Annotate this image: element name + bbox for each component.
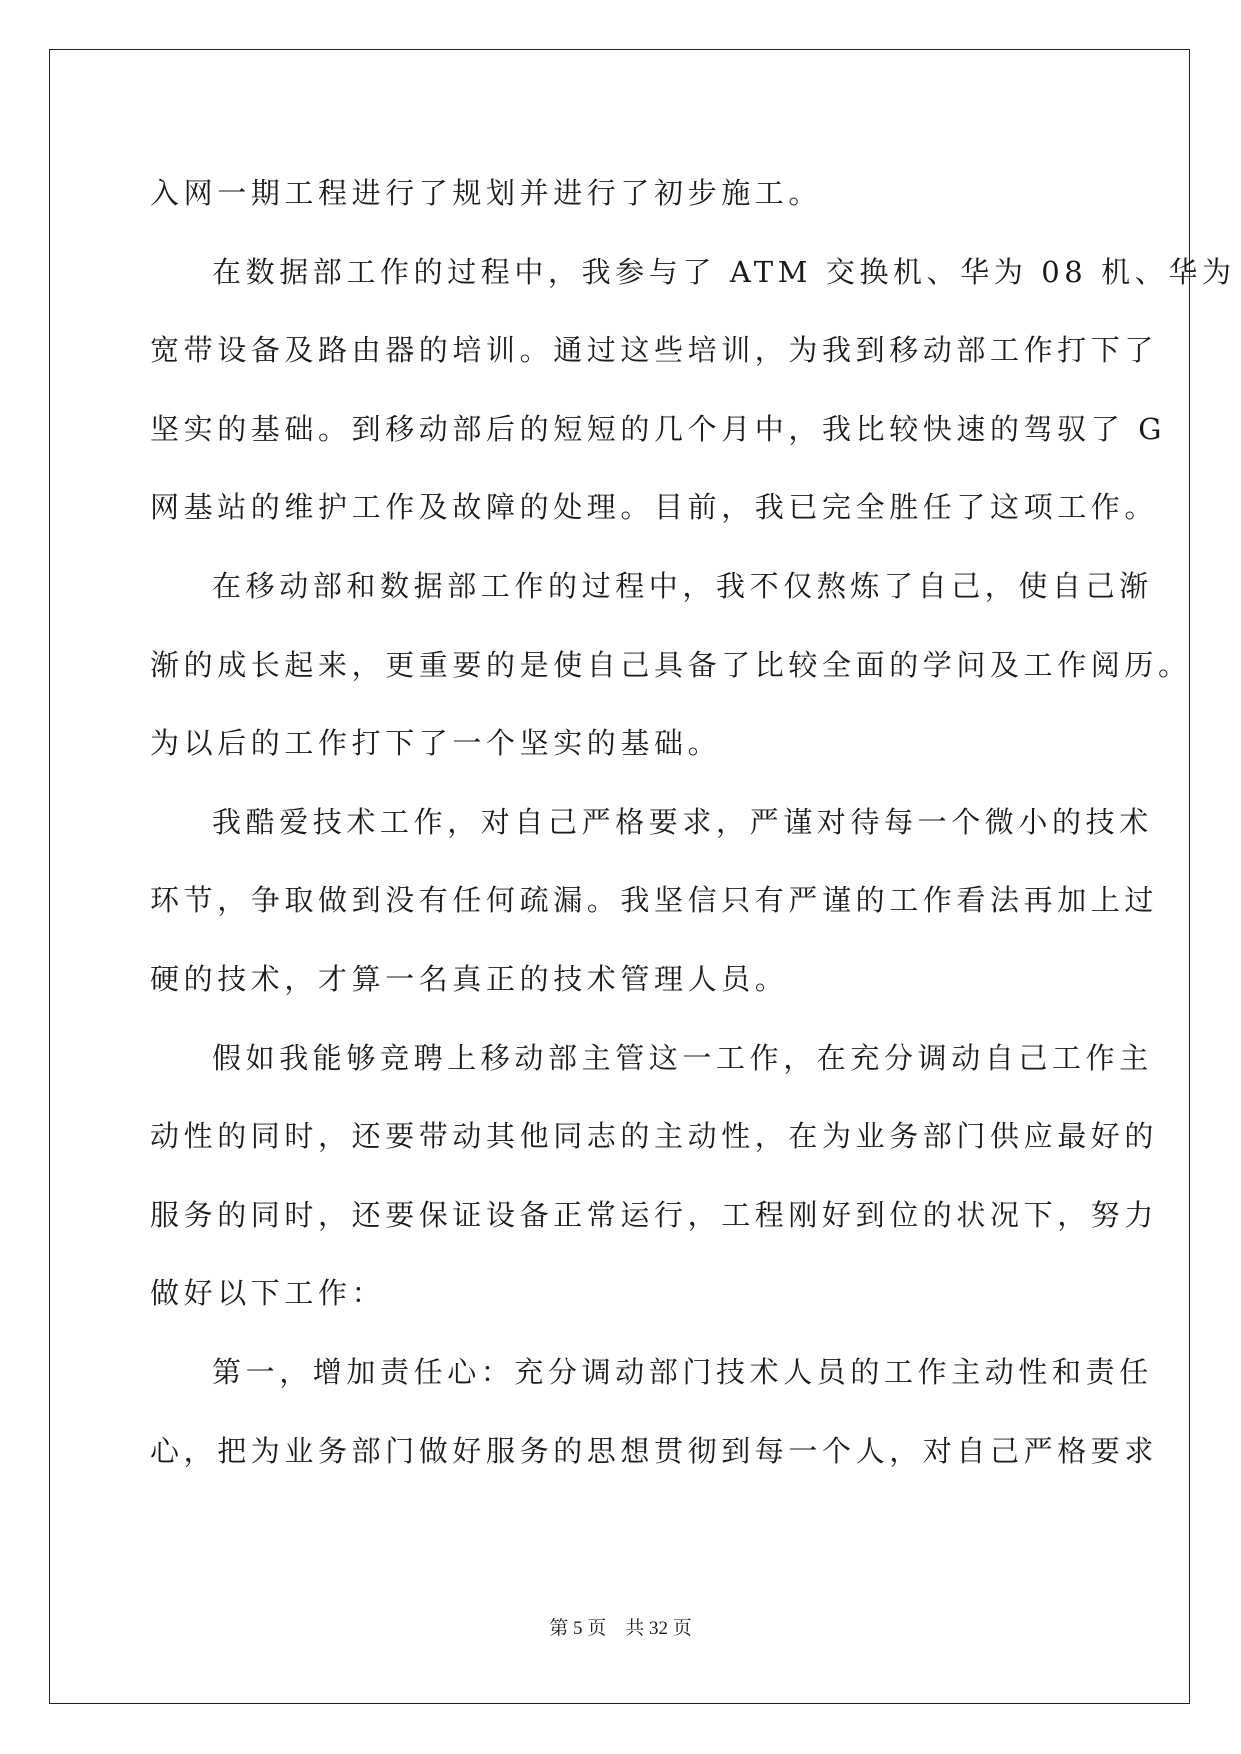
text-line: 宽带设备及路由器的培训。通过这些培训，为我到移动部工作打下了 — [150, 333, 1159, 368]
text-line: 动性的同时，还要带动其他同志的主动性，在为业务部门供应最好的 — [150, 1119, 1159, 1154]
text-line: 心，把为业务部门做好服务的思想贯彻到每一个人，对自己严格要求 — [150, 1433, 1159, 1468]
text-line: 入网一期工程进行了规划并进行了初步施工。 — [150, 176, 823, 210]
text-line: 第一，增加责任心：充分调动部门技术人员的工作主动性和责任 — [212, 1354, 1153, 1389]
document-body — [150, 154, 1236, 1490]
text-line: 坚实的基础。到移动部后的短短的几个月中，我比较快速的驾驭了 G — [150, 411, 1166, 446]
text-line: 假如我能够竞聘上移动部主管这一工作，在充分调动自己工作主 — [212, 1040, 1153, 1075]
text-line: 做好以下工作： — [150, 1276, 386, 1311]
text-line: 环节，争取做到没有任何疏漏。我坚信只有严谨的工作看法再加上过 — [150, 883, 1159, 918]
text-line: 为以后的工作打下了一个坚实的基础。 — [150, 726, 722, 761]
page-number: 第 5 页 共 32 页 — [549, 1618, 692, 1639]
text-line: 服务的同时，还要保证设备正常运行，工程刚好到位的状况下，努力 — [150, 1197, 1159, 1232]
text-line: 渐的成长起来，更重要的是使自己具备了比较全面的学问及工作阅历。 — [150, 647, 1192, 682]
text-line: 我酷爱技术工作，对自己严格要求，严谨对待每一个微小的技术 — [212, 804, 1153, 839]
text-line: 硬的技术，才算一名真正的技术管理人员。 — [150, 961, 789, 996]
text-line: 在数据部工作的过程中，我参与了 ATM 交换机、华为 08 机、华为 — [212, 254, 1236, 289]
text-line: 在移动部和数据部工作的过程中，我不仅熬炼了自己，使自己渐 — [212, 568, 1153, 603]
text-line: 网基站的维护工作及故障的处理。目前，我已完全胜任了这项工作。 — [150, 490, 1159, 525]
